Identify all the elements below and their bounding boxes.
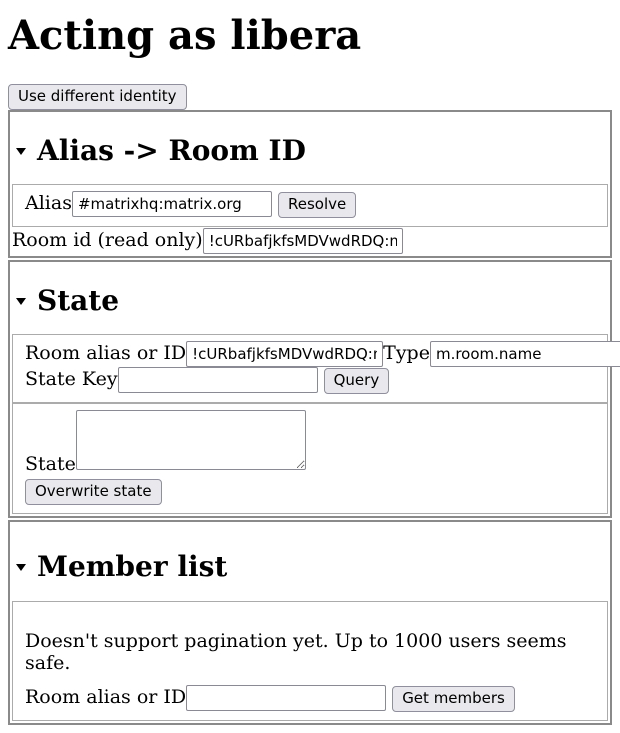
member-room-label: Room alias or ID (25, 685, 187, 708)
state-room-input[interactable] (186, 341, 383, 367)
state-textarea[interactable] (76, 410, 306, 470)
state-type-label: Type (383, 342, 430, 365)
alias-section-toggle[interactable] (12, 135, 608, 167)
overwrite-state-button[interactable]: Overwrite state (25, 479, 162, 505)
state-section-heading: State (37, 284, 120, 318)
room-id-output (203, 228, 403, 254)
get-members-button[interactable]: Get members (392, 686, 515, 712)
state-type-input[interactable] (430, 341, 620, 367)
member-room-input[interactable] (186, 685, 386, 711)
state-textarea-label: State (25, 453, 76, 476)
state-overwrite-form (12, 403, 608, 514)
alias-section-heading: Alias -> Room ID (37, 134, 306, 167)
alias-resolve-form (12, 184, 608, 227)
member-list-section (8, 520, 612, 724)
resolve-button[interactable]: Resolve (278, 192, 356, 218)
member-list-section-toggle[interactable] (12, 551, 608, 583)
state-section-toggle[interactable] (12, 285, 608, 317)
disclosure-triangle-icon (16, 298, 26, 305)
alias-input[interactable] (72, 191, 272, 217)
member-list-section-heading: Member list (37, 550, 228, 584)
disclosure-triangle-icon (16, 564, 26, 571)
state-key-label: State Key (25, 368, 118, 391)
pagination-note: Doesn't support pagination yet. Up to 1000 users seems safe. (25, 629, 567, 674)
disclosure-triangle-icon (16, 148, 26, 155)
state-room-label: Room alias or ID (25, 342, 187, 365)
state-key-input[interactable] (118, 367, 318, 393)
page-title: Acting as libera (8, 12, 362, 59)
room-id-label: Room id (read only) (12, 229, 203, 252)
query-button[interactable]: Query (324, 368, 390, 394)
state-section (8, 260, 612, 518)
alias-label: Alias (25, 192, 72, 215)
state-query-form (12, 334, 608, 403)
use-different-identity-button[interactable]: Use different identity (8, 84, 187, 110)
alias-section (8, 110, 612, 258)
